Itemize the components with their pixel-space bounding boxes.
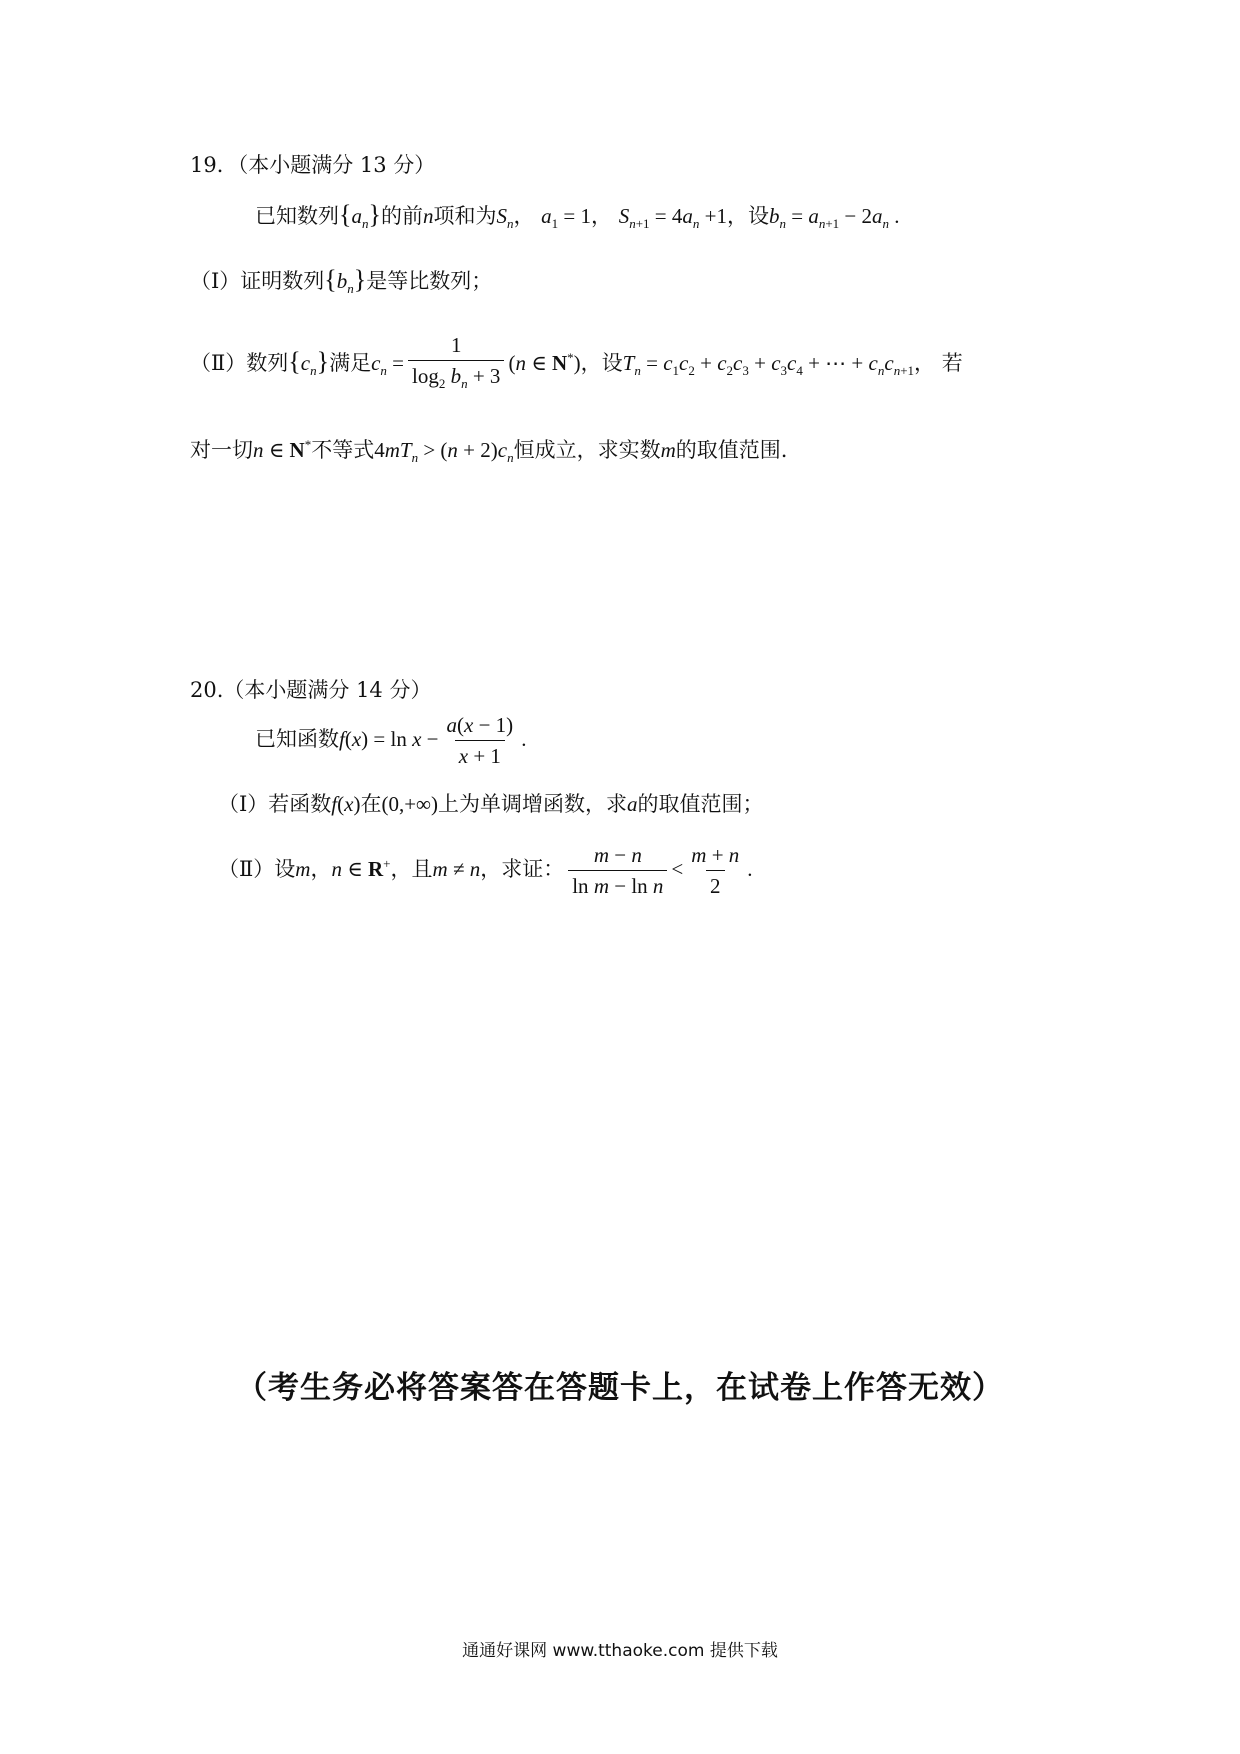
fx-fraction: $\frac{a(x - 1)}{x + 1}$: [446, 713, 514, 768]
rhs-fraction: $\frac{m + n}{2}$: [691, 843, 740, 898]
lhs-fraction: $\frac{m - n}{\text{ln m − ln n}}$: [568, 842, 667, 899]
q19-continuation: 对一切n ∈ N*不等式$4mT_n > (n + 2)c_n$恒成立，求实数m的取值范围.: [190, 437, 788, 466]
q19-header: 19．（本小题满分 13 分）: [190, 153, 436, 177]
page-footer: 通通好课网 www.tthaoke.com 提供下载: [462, 1641, 778, 1661]
exam-notice: （考生务必将答案答在答题卡上，在试卷上作答无效）: [236, 1370, 1004, 1406]
q20-header: 20.（本小题满分 14 分）: [190, 678, 432, 702]
q19-part1: （Ⅰ）证明数列$\{b_n\}$是等比数列；: [190, 265, 493, 297]
q20-part1: （Ⅰ）若函数f(x)在(0,+∞)上为单调增函数，求a的取值范围；: [218, 792, 764, 816]
cn-fraction: $\frac{1}{\log_2 b_n + 3}$: [408, 332, 504, 397]
q19-given: 已知数列$\{a_n\}$的前n项和为$S_n$， $a_1 = 1$， $S_{n+1} = 4a_n +1$，设$b_n = a_{n+1} - 2a_n$ .: [255, 200, 900, 232]
q20-given: 已知函数f(x) = ln x − $\frac{a(x - 1)}{x + 1}$ .: [255, 713, 527, 768]
q19-part2: （Ⅱ）数列$\{c_n\}$满足$c_n$ = $\frac{1}{\log_2 b_n + 3}$ (n ∈ N*)，设$T_n = c_1c_2 + c_2c_3 + c_3c_4$ + ⋯ + $c_nc_{n+1}$， 若: [190, 332, 963, 397]
q20-part2: （Ⅱ）设m，n ∈ R+，且m ≠ n，求证： $\frac{m - n}{\text{ln m − ln n}}$ < $\frac{m + n}{2}$ .: [218, 843, 753, 898]
